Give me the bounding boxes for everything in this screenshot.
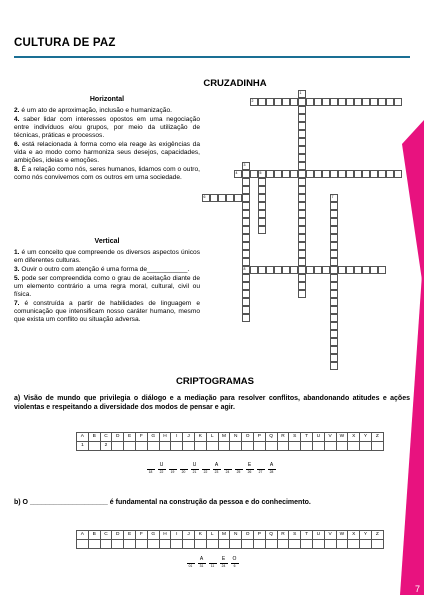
cipher-b-letter-m: M xyxy=(218,531,230,540)
clue-horizontal-2: 2. é um ato de aproximação, inclusão e humanização. xyxy=(14,107,172,115)
crossword-cell[interactable] xyxy=(298,250,306,258)
cipher-b-code-cell[interactable] xyxy=(218,540,230,549)
crossword-cell[interactable] xyxy=(314,170,322,178)
crossword-cell[interactable] xyxy=(330,274,338,282)
cipher-b-letter-w: W xyxy=(336,531,348,540)
crossword-cell[interactable] xyxy=(330,218,338,226)
crossword-cell[interactable] xyxy=(354,266,362,274)
crossword-cell[interactable] xyxy=(322,266,330,274)
crossword-cell[interactable] xyxy=(242,162,250,170)
crossword-cell[interactable] xyxy=(338,98,346,106)
crypto-a-answer-slot[interactable]: A 23 xyxy=(212,462,221,474)
crossword-cell[interactable] xyxy=(266,266,274,274)
crossword-cell[interactable] xyxy=(298,274,306,282)
cipher-b-code-cell[interactable] xyxy=(100,540,112,549)
crossword-cell[interactable] xyxy=(330,338,338,346)
crossword-cell[interactable] xyxy=(370,98,378,106)
crossword-cell[interactable] xyxy=(290,98,298,106)
crossword-cell[interactable] xyxy=(330,258,338,266)
crossword-cell[interactable] xyxy=(226,194,234,202)
clue-horizontal-6: 6. está relacionada à forma como ela reage às exigências da vida e ao modo como harmoniza seus desejos, capacidades, ambições, ideias e emoções. xyxy=(14,141,200,165)
crossword-cell[interactable] xyxy=(242,314,250,322)
crossword-cell[interactable] xyxy=(298,202,306,210)
cipher-a-letter-f: F xyxy=(135,433,147,442)
crossword-clue-number: 5 xyxy=(259,171,262,175)
crossword-cell[interactable] xyxy=(242,226,250,234)
crossword-cell[interactable] xyxy=(330,250,338,258)
cipher-a-code-cell[interactable] xyxy=(171,442,183,451)
cipher-b-letter-s: S xyxy=(289,531,301,540)
crossword-cell[interactable] xyxy=(298,90,306,98)
crossword-cell[interactable] xyxy=(218,194,226,202)
crossword-cell[interactable] xyxy=(338,266,346,274)
cipher-a-letter-s: S xyxy=(289,433,301,442)
cipher-a-code-cell[interactable] xyxy=(371,442,383,451)
cipher-a-code-cell[interactable] xyxy=(230,442,242,451)
crossword-cell[interactable] xyxy=(306,170,314,178)
cipher-b-letter-n: N xyxy=(230,531,242,540)
crypto-a-answer-slot[interactable]: 24 xyxy=(223,462,232,474)
cipher-a-letter-t: T xyxy=(301,433,313,442)
crossword-cell[interactable] xyxy=(298,186,306,194)
crossword-grid xyxy=(202,90,412,380)
clue-vertical-3: 3. Ouvir o outro com atenção é uma forma de___________. xyxy=(14,266,190,274)
crossword-cell[interactable] xyxy=(274,170,282,178)
crossword-cell[interactable] xyxy=(258,202,266,210)
crossword-cell[interactable] xyxy=(346,170,354,178)
cipher-a-code-cell[interactable] xyxy=(88,442,100,451)
cipher-b-letter-q: Q xyxy=(265,531,277,540)
cipher-a-letter-b: B xyxy=(88,433,100,442)
crossword-cell[interactable] xyxy=(330,290,338,298)
crossword-cell[interactable] xyxy=(298,106,306,114)
crypto-a-answer-slot[interactable]: U 21 xyxy=(190,462,199,474)
crossword-cell[interactable] xyxy=(306,266,314,274)
crossword-cell[interactable] xyxy=(330,354,338,362)
cryptogram-a-prompt: a) Visão de mundo que privilegia o diálogo e a mediação para resolver conflitos, abandonando atitudes e ações violentas e respeitando a diversidade dos modos de pensar e agir. xyxy=(14,395,410,411)
crossword-cell[interactable] xyxy=(322,98,330,106)
crossword-cell[interactable] xyxy=(250,266,258,274)
cipher-a-code-cell[interactable] xyxy=(135,442,147,451)
crossword-cell[interactable] xyxy=(298,282,306,290)
crossword-cell[interactable] xyxy=(362,170,370,178)
page-number: 7 xyxy=(414,584,420,594)
cryptograms-title: CRIPTOGRAMAS xyxy=(176,376,254,387)
crossword-cell[interactable] xyxy=(242,266,250,274)
cipher-b-letter-u: U xyxy=(312,531,324,540)
cipher-b-letter-c: C xyxy=(100,531,112,540)
crossword-cell[interactable] xyxy=(258,170,266,178)
crypto-a-answer-slot[interactable]: 19 xyxy=(168,462,177,474)
crossword-cell[interactable] xyxy=(330,242,338,250)
cipher-a-code-cell[interactable] xyxy=(147,442,159,451)
crossword-cell[interactable] xyxy=(298,258,306,266)
cipher-b-code-cell[interactable] xyxy=(324,540,336,549)
crossword-cell[interactable] xyxy=(266,170,274,178)
cipher-a-letter-j: J xyxy=(183,433,195,442)
cipher-a-letter-v: V xyxy=(324,433,336,442)
crypto-b-answer-slot[interactable]: 11 xyxy=(208,556,217,568)
crossword-clue-number: 2 xyxy=(251,99,254,103)
crossword-cell[interactable] xyxy=(266,98,274,106)
crossword-cell[interactable] xyxy=(282,170,290,178)
crossword-cell[interactable] xyxy=(258,194,266,202)
cipher-a-letter-k: K xyxy=(194,433,206,442)
crossword-cell[interactable] xyxy=(330,234,338,242)
clue-vertical-1: 1. é um conceito que compreende os diversos aspectos únicos em diferentes culturas. xyxy=(14,249,200,265)
cipher-table-b xyxy=(76,530,384,549)
crossword-cell[interactable] xyxy=(330,266,338,274)
cipher-a-codes-row xyxy=(77,442,384,451)
crossword-cell[interactable] xyxy=(242,298,250,306)
cipher-a-letter-d: D xyxy=(112,433,124,442)
crossword-cell[interactable] xyxy=(378,170,386,178)
crossword-cell[interactable] xyxy=(330,330,338,338)
crossword-cell[interactable] xyxy=(242,218,250,226)
crypto-a-answer-slot[interactable]: 18 xyxy=(146,462,155,474)
cipher-b-code-cell[interactable] xyxy=(336,540,348,549)
crossword-cell[interactable] xyxy=(330,322,338,330)
crossword-clue-number: 3 xyxy=(243,163,246,167)
crossword-cell[interactable] xyxy=(298,178,306,186)
crossword-cell[interactable] xyxy=(330,194,338,202)
vertical-heading: Vertical xyxy=(94,238,120,245)
cipher-b-letter-x: X xyxy=(348,531,360,540)
cipher-b-letter-b: B xyxy=(88,531,100,540)
cipher-b-code-cell[interactable] xyxy=(147,540,159,549)
cipher-b-code-cell[interactable] xyxy=(230,540,242,549)
cipher-a-letter-g: G xyxy=(147,433,159,442)
crossword-clue-number: 6 xyxy=(203,195,206,199)
crossword-clue-number: 4 xyxy=(235,171,238,175)
answer-slots-a xyxy=(146,462,276,474)
cipher-a-letter-m: M xyxy=(218,433,230,442)
crossword-cell[interactable] xyxy=(258,218,266,226)
crossword-cell[interactable] xyxy=(386,170,394,178)
crossword-cell[interactable] xyxy=(330,210,338,218)
cipher-b-code-cell[interactable] xyxy=(124,540,136,549)
cipher-b-letter-r: R xyxy=(277,531,289,540)
crossword-cell[interactable] xyxy=(242,202,250,210)
horizontal-heading: Horizontal xyxy=(89,96,125,103)
crossword-cell[interactable] xyxy=(378,266,386,274)
cipher-a-code-cell[interactable] xyxy=(324,442,336,451)
cipher-b-letter-j: J xyxy=(183,531,195,540)
crossword-cell[interactable] xyxy=(274,98,282,106)
crossword-cell[interactable] xyxy=(298,242,306,250)
crypto-b-answer-slot[interactable]: 01 xyxy=(186,556,195,568)
crossword-cell[interactable] xyxy=(330,362,338,370)
cipher-a-code-cell[interactable] xyxy=(265,442,277,451)
cipher-a-code-cell[interactable] xyxy=(112,442,124,451)
crossword-cell[interactable] xyxy=(242,242,250,250)
cipher-b-code-cell[interactable] xyxy=(77,540,89,549)
crossword-cell[interactable] xyxy=(370,170,378,178)
crossword-cell[interactable] xyxy=(242,282,250,290)
cipher-a-code-cell[interactable]: 1 xyxy=(77,442,89,451)
crossword-cell[interactable] xyxy=(258,210,266,218)
crossword-cell[interactable] xyxy=(242,306,250,314)
cipher-b-letter-l: L xyxy=(206,531,218,540)
crossword-cell[interactable] xyxy=(362,266,370,274)
cipher-b-letter-g: G xyxy=(147,531,159,540)
cipher-b-code-cell[interactable] xyxy=(253,540,265,549)
crossword-cell[interactable] xyxy=(330,282,338,290)
cipher-a-letter-n: N xyxy=(230,433,242,442)
crossword-cell[interactable] xyxy=(290,266,298,274)
cipher-b-letter-k: K xyxy=(194,531,206,540)
cipher-b-code-cell[interactable] xyxy=(301,540,313,549)
clue-horizontal-4: 4. saber lidar com interesses opostos em uma negociação entre indivíduos e/ou grupos, por meio da utilização de técnicas, práticas e processos. xyxy=(14,115,200,140)
crossword-cell[interactable] xyxy=(250,170,258,178)
crypto-b-answer-slot[interactable]: A 31 xyxy=(197,556,206,568)
crossword-cell[interactable] xyxy=(338,170,346,178)
crossword-cell[interactable] xyxy=(330,306,338,314)
crossword-cell[interactable] xyxy=(314,266,322,274)
crossword-cell[interactable] xyxy=(234,194,242,202)
crossword-cell[interactable] xyxy=(298,138,306,146)
cipher-a-code-cell[interactable] xyxy=(124,442,136,451)
cipher-a-letter-z: Z xyxy=(371,433,383,442)
cipher-a-code-cell[interactable] xyxy=(289,442,301,451)
crossword-cell[interactable] xyxy=(298,210,306,218)
cipher-b-code-cell[interactable] xyxy=(289,540,301,549)
crossword-cell[interactable] xyxy=(258,186,266,194)
crossword-cell[interactable] xyxy=(242,250,250,258)
cipher-a-code-cell[interactable] xyxy=(206,442,218,451)
crossword-cell[interactable] xyxy=(298,234,306,242)
cipher-a-letter-h: H xyxy=(159,433,171,442)
crossword-cell[interactable] xyxy=(394,98,402,106)
cipher-b-code-cell[interactable] xyxy=(265,540,277,549)
cipher-b-code-cell[interactable] xyxy=(277,540,289,549)
crossword-cell[interactable] xyxy=(282,266,290,274)
answer-slots-b xyxy=(186,556,239,568)
cipher-b-code-cell[interactable] xyxy=(112,540,124,549)
title-divider xyxy=(14,56,410,58)
crossword-cell[interactable] xyxy=(298,290,306,298)
crossword-cell[interactable] xyxy=(242,178,250,186)
crossword-cell[interactable] xyxy=(386,98,394,106)
cipher-a-code-cell[interactable] xyxy=(301,442,313,451)
cipher-a-code-cell[interactable] xyxy=(253,442,265,451)
crossword-cell[interactable] xyxy=(250,98,258,106)
cipher-a-letter-i: I xyxy=(171,433,183,442)
cipher-a-letter-w: W xyxy=(336,433,348,442)
cipher-a-code-cell[interactable] xyxy=(348,442,360,451)
crossword-cell[interactable] xyxy=(330,314,338,322)
crossword-cell[interactable] xyxy=(202,194,210,202)
crypto-a-answer-slot[interactable]: 20 xyxy=(179,462,188,474)
cipher-a-code-cell[interactable] xyxy=(312,442,324,451)
cipher-b-letter-d: D xyxy=(112,531,124,540)
cipher-b-letter-o: O xyxy=(242,531,254,540)
crossword-clue-number: 8 xyxy=(243,267,246,271)
cipher-b-code-cell[interactable] xyxy=(135,540,147,549)
crossword-cell[interactable] xyxy=(258,98,266,106)
cipher-b-code-cell[interactable] xyxy=(360,540,372,549)
cipher-b-letter-z: Z xyxy=(371,531,383,540)
cipher-b-letters-row xyxy=(77,531,384,540)
cipher-a-letter-o: O xyxy=(242,433,254,442)
crossword-cell[interactable] xyxy=(298,98,306,106)
page-title: CULTURA DE PAZ xyxy=(14,37,116,49)
crossword-cell[interactable] xyxy=(362,98,370,106)
cipher-b-codes-row xyxy=(77,540,384,549)
cryptogram-b-prompt: b) O ____________________ é fundamental na construção da pessoa e do conhecimento. xyxy=(14,499,311,506)
crossword-cell[interactable] xyxy=(346,98,354,106)
crypto-a-answer-slot[interactable]: 27 xyxy=(256,462,265,474)
cipher-a-code-cell[interactable] xyxy=(336,442,348,451)
crossword-cell[interactable] xyxy=(258,178,266,186)
crossword-cell[interactable] xyxy=(290,170,298,178)
cipher-b-code-cell[interactable] xyxy=(348,540,360,549)
cipher-a-letter-q: Q xyxy=(265,433,277,442)
crossword-cell[interactable] xyxy=(314,98,322,106)
cipher-b-code-cell[interactable] xyxy=(312,540,324,549)
cipher-b-code-cell[interactable] xyxy=(242,540,254,549)
crossword-cell[interactable] xyxy=(258,226,266,234)
cipher-a-letter-a: A xyxy=(77,433,89,442)
crossword-cell[interactable] xyxy=(298,218,306,226)
crossword-cell[interactable] xyxy=(306,98,314,106)
cipher-b-code-cell[interactable] xyxy=(183,540,195,549)
crossword-cell[interactable] xyxy=(234,170,242,178)
crypto-a-answer-slot[interactable]: 22 xyxy=(201,462,210,474)
crossword-cell[interactable] xyxy=(298,122,306,130)
crossword-cell[interactable] xyxy=(394,170,402,178)
cipher-a-letter-e: E xyxy=(124,433,136,442)
crossword-cell[interactable] xyxy=(298,154,306,162)
crossword-cell[interactable] xyxy=(322,170,330,178)
crossword-cell[interactable] xyxy=(378,98,386,106)
horizontal-clues xyxy=(14,96,200,183)
crossword-cell[interactable] xyxy=(298,226,306,234)
cipher-b-code-cell[interactable] xyxy=(171,540,183,549)
cipher-b-letter-y: Y xyxy=(360,531,372,540)
cipher-a-code-cell[interactable] xyxy=(277,442,289,451)
cipher-b-code-cell[interactable] xyxy=(206,540,218,549)
cipher-b-code-cell[interactable] xyxy=(194,540,206,549)
crypto-a-answer-slot[interactable]: 25 xyxy=(234,462,243,474)
crossword-cell[interactable] xyxy=(330,346,338,354)
clue-horizontal-8: 8. É a relação como nós, seres humanos, lidamos com o outro, como nós convivemos com os outros em uma sociedade. xyxy=(14,166,200,182)
cipher-b-code-cell[interactable] xyxy=(159,540,171,549)
crossword-cell[interactable] xyxy=(330,202,338,210)
crossword-cell[interactable] xyxy=(242,258,250,266)
crossword-cell[interactable] xyxy=(210,194,218,202)
cipher-b-code-cell[interactable] xyxy=(88,540,100,549)
clue-vertical-5: 5. pode ser compreendida como o grau de aceitação diante de um elemento contrário a uma regra moral, cultural, civil ou física. xyxy=(14,274,200,299)
cipher-b-letter-t: T xyxy=(301,531,313,540)
cipher-a-letters-row xyxy=(77,433,384,442)
cipher-a-letter-c: C xyxy=(100,433,112,442)
cipher-a-letter-p: P xyxy=(253,433,265,442)
crossword-clue-number: 1 xyxy=(299,91,302,95)
crossword-cell[interactable] xyxy=(282,98,290,106)
crossword-cell[interactable] xyxy=(330,98,338,106)
cipher-a-letter-y: Y xyxy=(360,433,372,442)
cipher-b-code-cell[interactable] xyxy=(371,540,383,549)
cipher-a-code-cell[interactable] xyxy=(360,442,372,451)
crossword-cell[interactable] xyxy=(298,266,306,274)
crypto-a-answer-slot[interactable]: U 22 xyxy=(157,462,166,474)
cipher-a-letter-u: U xyxy=(312,433,324,442)
crossword-cell[interactable] xyxy=(330,298,338,306)
vertical-clues xyxy=(14,238,200,325)
cipher-b-letter-p: P xyxy=(253,531,265,540)
crossword-cell[interactable] xyxy=(242,274,250,282)
cipher-a-code-cell[interactable] xyxy=(194,442,206,451)
crossword-title: CRUZADINHA xyxy=(203,78,267,89)
crossword-cell[interactable] xyxy=(354,170,362,178)
crossword-clue-number: 7 xyxy=(331,195,334,199)
cipher-a-code-cell[interactable] xyxy=(218,442,230,451)
cipher-a-code-cell[interactable] xyxy=(242,442,254,451)
crossword-cell[interactable] xyxy=(298,194,306,202)
crossword-cell[interactable] xyxy=(258,266,266,274)
clue-vertical-7: 7. é construída a partir de habilidades de linguagem e comunicação que intensificam nosso caráter humano, mesmo que exista um conflito ou situação adversa. xyxy=(14,299,200,324)
cipher-b-letter-h: H xyxy=(159,531,171,540)
crypto-a-answer-slot[interactable]: A 28 xyxy=(267,462,276,474)
cipher-a-letter-r: R xyxy=(277,433,289,442)
cipher-b-letter-a: A xyxy=(77,531,89,540)
crossword-cell[interactable] xyxy=(298,162,306,170)
crossword-cell[interactable] xyxy=(370,266,378,274)
crossword-cell[interactable] xyxy=(346,266,354,274)
crossword-cell[interactable] xyxy=(242,290,250,298)
crossword-cell[interactable] xyxy=(298,114,306,122)
cipher-a-letter-l: L xyxy=(206,433,218,442)
cipher-a-code-cell[interactable] xyxy=(159,442,171,451)
crossword-cell[interactable] xyxy=(242,210,250,218)
crossword-cell[interactable] xyxy=(242,234,250,242)
cipher-a-code-cell[interactable]: 2 xyxy=(100,442,112,451)
crossword-cell[interactable] xyxy=(330,226,338,234)
crypto-b-answer-slot[interactable]: O 6 xyxy=(230,556,239,568)
cipher-b-letter-f: F xyxy=(135,531,147,540)
crossword-cell[interactable] xyxy=(354,98,362,106)
cipher-a-letter-x: X xyxy=(348,433,360,442)
crypto-a-answer-slot[interactable]: E 26 xyxy=(245,462,254,474)
crossword-cell[interactable] xyxy=(242,170,250,178)
crossword-cell[interactable] xyxy=(242,194,250,202)
crossword-cell[interactable] xyxy=(274,266,282,274)
cipher-b-letter-v: V xyxy=(324,531,336,540)
crossword-cell[interactable] xyxy=(298,170,306,178)
cipher-b-letter-i: I xyxy=(171,531,183,540)
cipher-a-code-cell[interactable] xyxy=(183,442,195,451)
crossword-cell[interactable] xyxy=(298,146,306,154)
cipher-table-a xyxy=(76,432,384,451)
crossword-cell[interactable] xyxy=(242,186,250,194)
crossword-cell[interactable] xyxy=(330,170,338,178)
crypto-b-answer-slot[interactable]: E 24 xyxy=(219,556,228,568)
cipher-b-letter-e: E xyxy=(124,531,136,540)
crossword-cell[interactable] xyxy=(298,130,306,138)
